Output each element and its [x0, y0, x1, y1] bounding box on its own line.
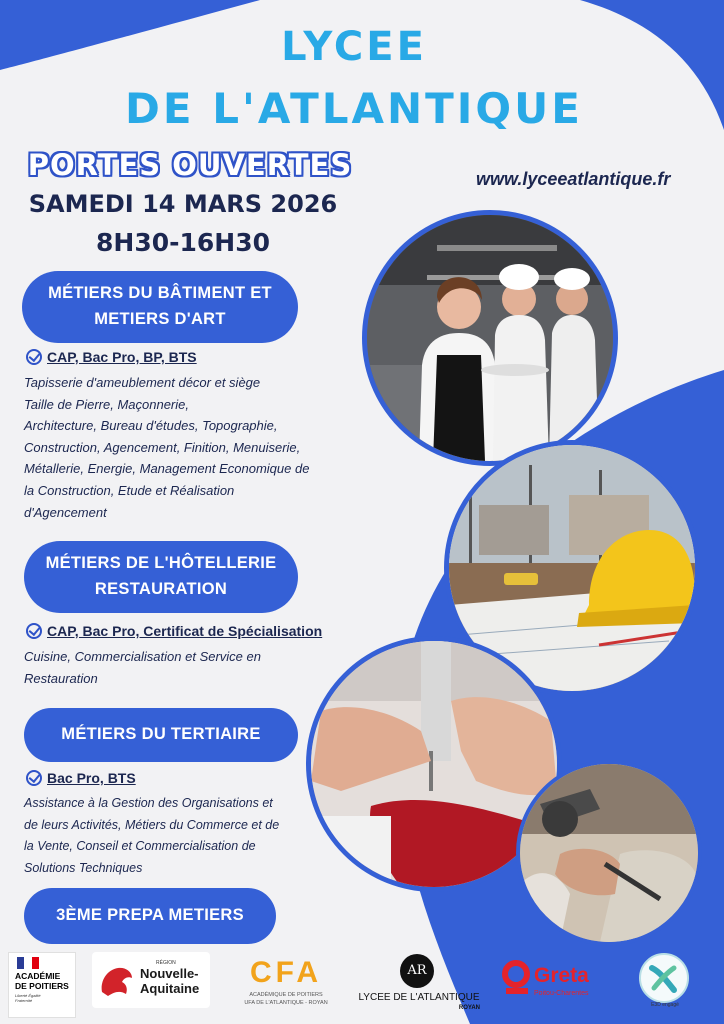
- lycee-monogram-icon: [400, 954, 434, 988]
- logo-greta: [500, 960, 610, 1008]
- desc-line: Cuisine, Commercialisation et Service en: [24, 649, 261, 664]
- photo-restaurant-staff: [362, 210, 618, 466]
- lion-icon: [98, 964, 136, 998]
- section-tertiaire-title: MÉTIERS DU TERTIAIRE: [61, 725, 261, 744]
- desc-line: Construction, Agencement, Finition, Menuiserie,: [24, 439, 301, 455]
- website-link[interactable]: www.lyceeatlantique.fr: [476, 169, 671, 189]
- lycee-name: LYCEE DE L'ATLANTIQUE: [358, 992, 480, 1003]
- section-batiment-title-1: MÉTIERS DU BÂTIMENT ET: [48, 284, 272, 303]
- diploma-text: Bac Pro, BTS: [47, 770, 136, 786]
- logo-lycee-atlantique: [354, 950, 484, 1018]
- section-prepa-title: 3ÈME PREPA METIERS: [56, 906, 244, 925]
- greta-g-icon: [502, 960, 530, 996]
- diploma-text: CAP, Bac Pro, Certificat de Spécialisation: [47, 623, 323, 639]
- logo-nouvelle-aquitaine: [92, 952, 210, 1008]
- greta-sub: Poitou-Charentes: [534, 990, 589, 997]
- event-title: PORTES OUVERTES: [27, 148, 353, 182]
- section-hotellerie-diplomas: [26, 623, 322, 639]
- section-tertiaire-pill: [24, 708, 298, 762]
- desc-line: Assistance à la Gestion des Organisations et: [24, 796, 273, 810]
- region-line-2: Aquitaine: [140, 981, 200, 996]
- check-circle-icon: [26, 770, 42, 786]
- logo-cfa: [238, 956, 334, 1012]
- desc-line: Tapisserie d'ameublement décor et siège: [24, 375, 261, 390]
- logo-academie-poitiers: [8, 952, 76, 1018]
- section-tertiaire-description: [24, 793, 344, 879]
- region-line-1: Nouvelle-: [140, 966, 199, 981]
- photo-stone-carving: [516, 760, 702, 946]
- e3d-emblem-icon: [638, 952, 690, 1004]
- title-line-2: DE L'ATLANTIQUE: [125, 84, 583, 133]
- section-prepa-pill: [24, 888, 276, 944]
- section-hotellerie-title-1: MÉTIERS DE L'HÔTELLERIE: [45, 554, 277, 573]
- academie-motto: Liberté Égalité Fraternité: [15, 993, 41, 1003]
- cfa-letters: CFA: [250, 956, 322, 989]
- academie-line-2: DE POITIERS: [15, 981, 69, 991]
- desc-line: d'Agencement: [24, 504, 107, 520]
- desc-line: Solutions Techniques: [24, 860, 143, 875]
- section-hotellerie-title-2: RESTAURATION: [94, 580, 228, 598]
- title-line-1: LYCEE: [281, 24, 427, 70]
- marianne-flag-icon: [17, 957, 39, 969]
- check-circle-icon: [26, 349, 42, 365]
- diploma-text: CAP, Bac Pro, BP, BTS: [47, 349, 197, 365]
- lycee-monogram: AR: [407, 963, 427, 978]
- event-date: SAMEDI 14 MARS 2026: [28, 190, 338, 218]
- section-batiment-title-2: METIERS D'ART: [94, 310, 226, 328]
- desc-line: la Construction, Etude et Réalisation: [24, 482, 235, 498]
- section-hotellerie-pill: [24, 541, 298, 613]
- section-tertiaire-diplomas: [26, 770, 136, 786]
- check-circle-icon: [26, 623, 42, 639]
- greta-name: Greta: [534, 964, 589, 987]
- e3d-label: E3D engagé: [651, 1002, 679, 1008]
- section-batiment-diplomas: [26, 349, 197, 365]
- section-hotellerie-description: [24, 646, 344, 689]
- desc-line: de leurs Activités, Métiers du Commerce et de: [24, 817, 280, 832]
- academie-line-1: ACADÉMIE: [15, 971, 61, 981]
- cfa-sub-1: ACADÉMIQUE DE POITIERS: [249, 992, 323, 998]
- cfa-sub-2: UFA DE L'ATLANTIQUE - ROYAN: [244, 1000, 328, 1006]
- event-hours: 8H30-16H30: [96, 228, 270, 257]
- section-batiment-description: [24, 372, 364, 523]
- desc-line: Métallerie, Energie, Management Economique de: [24, 461, 310, 477]
- lycee-city: ROYAN: [458, 1005, 480, 1011]
- desc-line: la Vente, Conseil et Commercialisation de: [24, 839, 256, 854]
- desc-line: Restauration: [24, 670, 98, 686]
- desc-line: Taille de Pierre, Maçonnerie,: [24, 396, 189, 412]
- desc-line: Architecture, Bureau d'études, Topographie,: [24, 418, 278, 434]
- section-batiment-pill: [22, 271, 298, 343]
- region-small: RÉGION: [156, 960, 176, 966]
- logo-e3d: [638, 952, 692, 1012]
